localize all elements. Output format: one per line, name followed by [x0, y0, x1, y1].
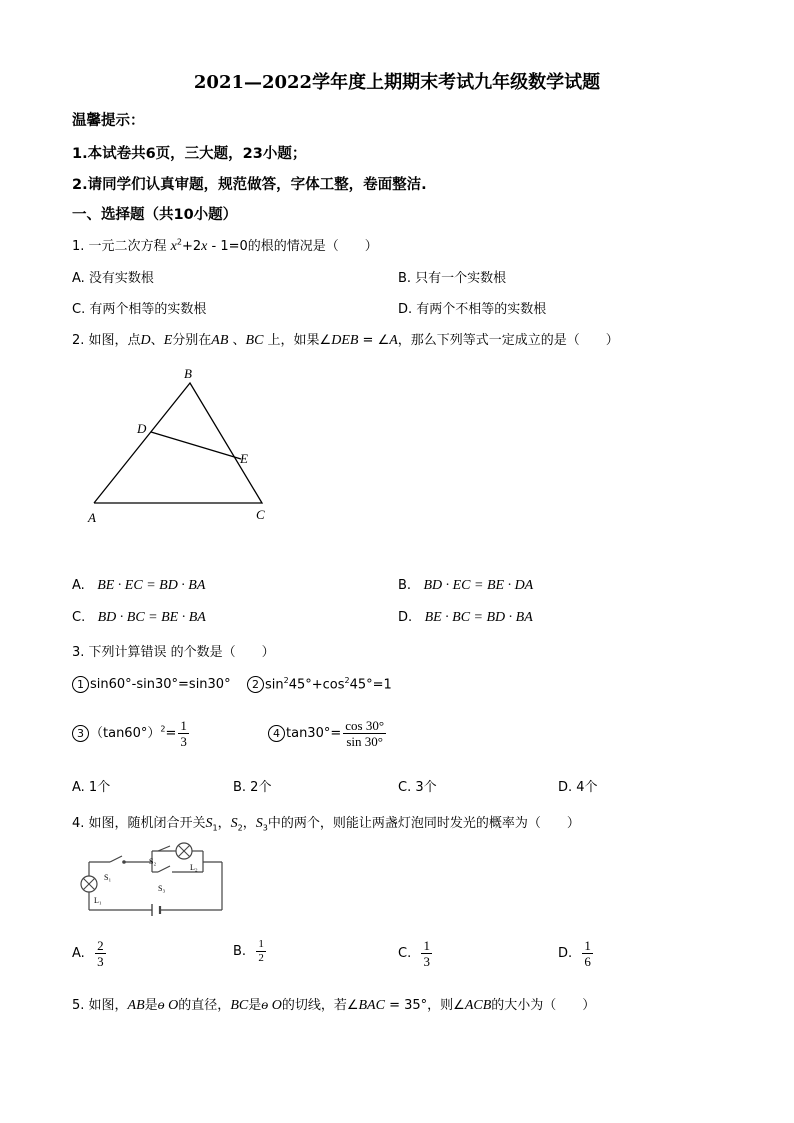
fraction-c: $\frac{1}{3}$	[423, 938, 430, 969]
q3-item-2: 2 $\sin^245^\circ+\cos^245^\circ=1$	[247, 676, 392, 693]
q4-option-a: A. $\frac{2}{3}$	[72, 938, 104, 969]
notes-heading: 温馨提示：	[72, 113, 145, 129]
lamp-l1-icon	[81, 876, 97, 892]
q3-option-b: B. 2个	[233, 780, 272, 795]
label-b: B	[184, 366, 192, 381]
fraction-a: $\frac{2}{3}$	[97, 938, 104, 969]
fraction-one-third: $\frac{1}{3}$	[180, 718, 187, 749]
notes-line-1: 1.本试卷共6页，三大题，23小题；	[72, 146, 307, 162]
label-l2: L₂	[190, 863, 198, 872]
label-a: A	[88, 510, 96, 525]
question-1: 1. 一元二次方程 $x^2+2x - 1=0$的根的情况是（ ）	[72, 237, 378, 254]
label-c: C	[256, 507, 265, 522]
question-3: 3. 下列计算错误 的个数是（ ）	[72, 645, 275, 660]
label-l1: L₁	[94, 896, 102, 905]
fraction-d: $\frac{1}{6}$	[584, 938, 591, 969]
fraction-cos-sin: $\frac{\cos 30^\circ}{\sin 30^\circ}$	[345, 718, 385, 749]
q3-option-d: D. 4个	[558, 780, 598, 795]
question-2: 2. 如图，点D、E分别在AB 、BC 上，如果∠DEB = ∠A，那么下列等式一定成立的是（ ）	[72, 333, 619, 348]
notes-line-2: 2.请同学们认真审题，规范做答，字体工整，卷面整洁.	[72, 177, 427, 193]
label-s1: S₁	[104, 873, 112, 882]
q1-option-d: D. 有两个不相等的实数根	[398, 302, 547, 317]
triangle-figure	[80, 362, 280, 532]
label-e: E	[240, 451, 248, 466]
q2-option-b: B. BD · EC = BE · DA	[398, 578, 534, 593]
q3-item-3: 3 $(\tan 60^\circ)^2=$ $\frac{1}{3}$	[72, 718, 191, 749]
label-s2: S₂	[149, 857, 157, 866]
page-title: 2021—2022学年度上期期末考试九年级数学试题	[193, 72, 601, 93]
triangle-abc	[94, 383, 262, 503]
q2-option-d: D. BE · BC = BD · BA	[398, 610, 533, 625]
circuit-figure	[76, 840, 228, 918]
label-s3: S₃	[158, 884, 166, 893]
question-4: 4. 如图，随机闭合开关$S_1$，$S_2$，$S_3$中的两个，则能让两盏灯泡同时发光的概率为（ ）	[72, 816, 580, 833]
q3-item-4: 4 tan30°= $\frac{\cos 30^\circ}{\sin 30^\circ}$	[268, 718, 388, 749]
lamp-l2-icon	[176, 843, 192, 859]
junction-dot	[122, 860, 126, 864]
section-heading: 一、选择题（共10小题）	[72, 207, 238, 223]
q2-option-c: C. BD · BC = BE · BA	[72, 610, 206, 625]
q4-option-b: B. $\frac{1}{2}$	[233, 938, 264, 964]
question-5: 5. 如图，AB是ɵ O的直径，BC是ɵ O的切线，若∠BAC = 35°，则∠ACB的大小为（ ）	[72, 998, 596, 1013]
q1-option-a: A. 没有实数根	[72, 271, 154, 286]
q4-option-d: D. $\frac{1}{6}$	[558, 938, 591, 969]
q3-option-c: C. 3个	[398, 780, 437, 795]
fraction-b: $\frac{1}{2}$	[258, 938, 264, 964]
q3-item-1: 1 sin60°-sin30°=sin30°	[72, 676, 231, 693]
q1-option-b: B. 只有一个实数根	[398, 271, 507, 286]
q2-option-a: A. BE · EC = BD · BA	[72, 578, 206, 593]
label-d: D	[137, 421, 147, 436]
q3-option-a: A. 1个	[72, 780, 111, 795]
q1-option-c: C. 有两个相等的实数根	[72, 302, 207, 317]
q4-option-c: C. $\frac{1}{3}$	[398, 938, 430, 969]
